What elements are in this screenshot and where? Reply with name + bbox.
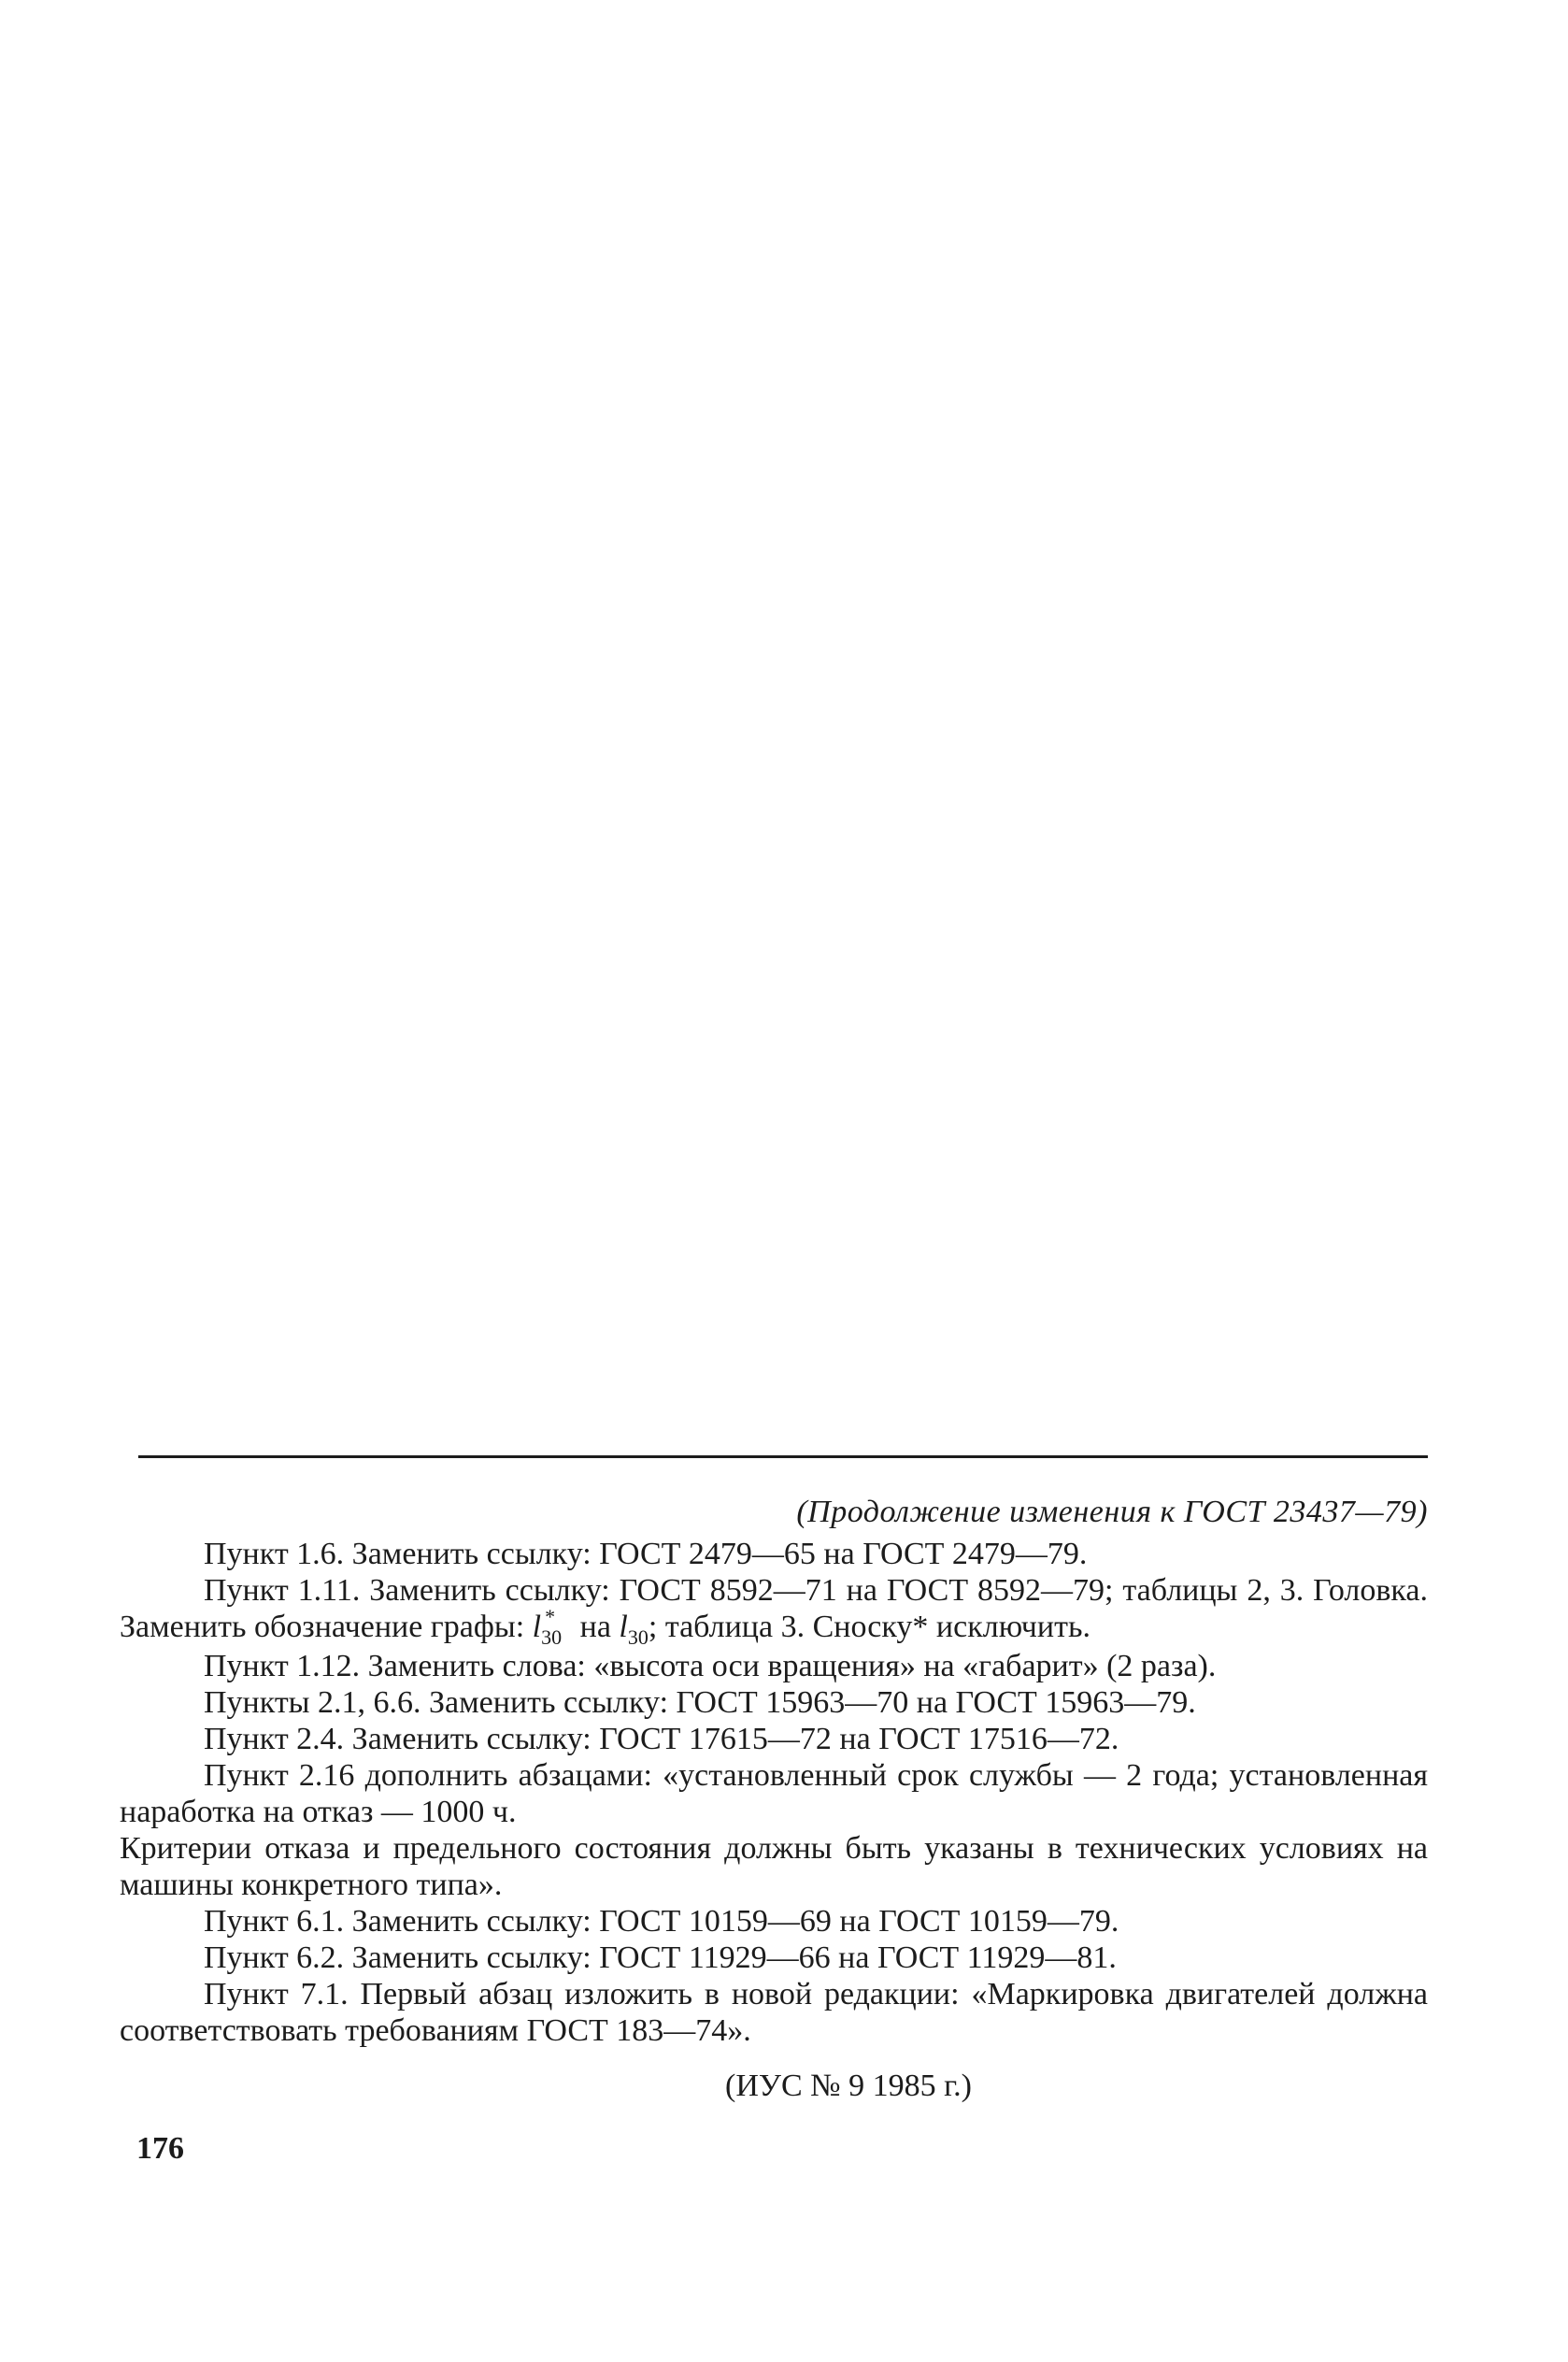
separator-rule	[138, 1455, 1428, 1458]
paragraph-2-1-6-6: Пункты 2.1, 6.6. Заменить ссылку: ГОСТ 15963—70 на ГОСТ 15963—79.	[204, 1685, 1196, 1720]
paragraph-2-4: Пункт 2.4. Заменить ссылку: ГОСТ 17615—72 на ГОСТ 17516—72.	[204, 1722, 1119, 1756]
symbol-l-from: l	[532, 1610, 542, 1644]
paragraph-failure-criteria: Критерии отказа и предельного состояния должны быть указаны в технических условиях на машины конкретного типа».	[120, 1831, 1428, 1902]
symbol-l-to-subscript: 30	[627, 1625, 649, 1649]
page-number: 176	[136, 2131, 184, 2166]
symbol-l-from-asterisk: *	[545, 1605, 556, 1628]
amendment-text	[120, 1494, 1428, 2104]
paragraph-6-1: Пункт 6.1. Заменить ссылку: ГОСТ 10159—69 на ГОСТ 10159—79.	[204, 1904, 1119, 1939]
paragraph-2-16: Пункт 2.16 дополнить абзацами: «установленный срок службы — 2 года; установленная наработка на отказ — 1000 ч.	[120, 1758, 1428, 1829]
paragraph-7-1: Пункт 7.1. Первый абзац изложить в новой редакции: «Маркировка двигателей должна соответствовать требованиям ГОСТ 183—74».	[120, 1977, 1428, 2048]
paragraph-1-12: Пункт 1.12. Заменить слова: «высота оси вращения» на «габарит» (2 раза).	[204, 1649, 1217, 1683]
paragraph-1-6: Пункт 1.6. Заменить ссылку: ГОСТ 2479—65 на ГОСТ 2479—79.	[204, 1537, 1088, 1571]
paragraph-6-2: Пункт 6.2. Заменить ссылку: ГОСТ 11929—66 на ГОСТ 11929—81.	[204, 1940, 1117, 1975]
paragraph-1-11-mid: на	[572, 1610, 620, 1644]
paragraph-1-11-text-before: Пункт 1.11. Заменить ссылку: ГОСТ 8592—71 на ГОСТ 8592—79; таблицы 2, 3. Головка. Заменить обозначение графы:	[120, 1573, 1428, 1644]
continuation-heading: (Продолжение изменения к ГОСТ 23437—79)	[796, 1495, 1428, 1529]
symbol-l-from-subscript: 30	[541, 1625, 563, 1649]
paragraph-1-11	[120, 1572, 1428, 1648]
paragraph-1-11-text-after: ; таблица 3. Сноску* исключить.	[648, 1610, 1090, 1644]
ius-citation: (ИУС № 9 1985 г.)	[725, 2069, 972, 2103]
symbol-l-to: l	[619, 1610, 628, 1644]
